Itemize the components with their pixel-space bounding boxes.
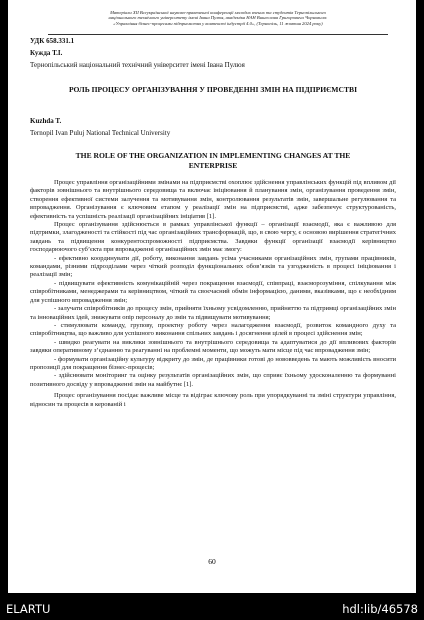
document-page xyxy=(8,0,416,593)
paper-title-english: THE ROLE OF THE ORGANIZATION IN IMPLEMENTING CHANGES AT THE ENTERPRISE xyxy=(75,151,351,170)
list-item: - здійснювати моніторинг та оцінку результатів організаційних змін, що сприяє їхньому удосконаленню та формуванні позитивного досвіду у впровадженні змін на майбутнє [1]. xyxy=(30,372,396,388)
list-item: - підвищувати ефективність комунікаційній через покращення взаємодії, співпраці, взаєморозуміння, спілкування між співробітниками, менеджерами та керівництвом, чіткий та своєчасний обмін інформацією, даними, вказівками, що є необхідним для успішного впровадження змін; xyxy=(30,279,396,304)
header-line: «Управління бізнес-процесами підприємства у контексті індустрії 4.0», (Тернопіль, 11 жовтня 2024 року) xyxy=(113,20,323,26)
paragraph: Процес управління організаційними змінами на підприємстві охоплює здійснення управлінських функцій під впливом дії факторів зовнішнього та внутрішнього середовища та включає ініціювання й планування змін, організування проведення змін, створення ефективної системи залучення та мотивування змін, контролювання результатів змін, завершальне регулювання та впровадження. Організування є ключовим етапом у реалізації змін на підприємстві, адже забезпечує структурованість, ефективність та успішність реалізації організаційних ініціатив [1]. xyxy=(30,179,396,220)
paper-title-ukrainian: РОЛЬ ПРОЦЕСУ ОРГАНІЗУВАННЯ У ПРОВЕДЕННІ ЗМІН НА ПІДПРИЄМСТВІ xyxy=(68,85,358,94)
affiliation-english: Ternopil Ivan Puluj National Technical University xyxy=(30,129,171,137)
repository-label: ELARTU xyxy=(6,602,51,616)
conference-header xyxy=(48,10,388,26)
paragraph: Процес організування здійснюється в рамках управлінської функції – організації взаємодії, яка є важливою для підтримки, злагодженості та стійкості під час організаційних трансформацій, що, в свою чергу, є основою вирішення стратегічних завдань та підвищення конкурентоспроможності підприємства. Завдяки функції організації взаємодії керівництво господарюючого суб’єкта при впровадженні організаційних змін має змогу: xyxy=(30,221,396,254)
header-line: Матеріали XII Всеукраїнської науково-практичної конференції молодих вчених та студентів Тернопільського xyxy=(110,10,326,15)
author-ukrainian: Кужда Т.І. xyxy=(30,49,63,57)
list-item: - стимулювати команду, групову, проектну роботу через налагодження взаємодії, розвиток командного духу та співробітництва, що важливо для успішного виконання спільних завдань і досягнення цілей в процесі здійснення змін; xyxy=(30,321,396,338)
udk-code: УДК 658.331.1 xyxy=(30,37,75,45)
header-divider xyxy=(48,34,388,35)
handle-identifier: hdl:lib/46578 xyxy=(342,602,418,616)
list-item: - ефективно координувати дії, роботу, виконання завдань усіма учасниками організаційних змін, групами працівників, командами, різними підрозділами через чіткий розподіл функціональних обов’язків та узгодженість в процесі ініціювання і реалізації змін; xyxy=(30,254,396,279)
body-text xyxy=(30,179,396,409)
list-item: - залучати співробітників до процесу змін, прийняти їхньому усвідомленню, прийняттю та підтримці організаційних змін та інноваційних ідей, знижувати опір персоналу до змін та підвищувати мотивування; xyxy=(30,305,396,321)
list-item: - формувати організаційну культуру відкриту до змін, де працівники готові до нововведень та мають можливість вносити пропозиції для покращення бізнес-процесів; xyxy=(30,355,396,371)
header-line: національного технічного університету імені Івана Пулюя, академіка НАН Вишеслава Григоровича Чорновила: xyxy=(108,15,328,21)
paragraph: Процес організування посідає важливе місце та відіграє ключову роль при упорядкуванні та зміні структури управління, відносин та процесів в керованій і xyxy=(30,392,396,408)
affiliation-ukrainian: Тернопільський національний технічний університет імені Івана Пулюя xyxy=(30,61,245,69)
list-item: - швидко реагувати на виклики зовнішнього та внутрішнього середовища та адаптуватися до дії впливових факторів завдяки оперативному з’єднанню та реагуванні на проблемні моменти, що можуть мати місце під час впровадження змін; xyxy=(30,338,396,355)
page-number: 60 xyxy=(208,557,216,566)
author-english: Kuzhda T. xyxy=(30,117,62,125)
